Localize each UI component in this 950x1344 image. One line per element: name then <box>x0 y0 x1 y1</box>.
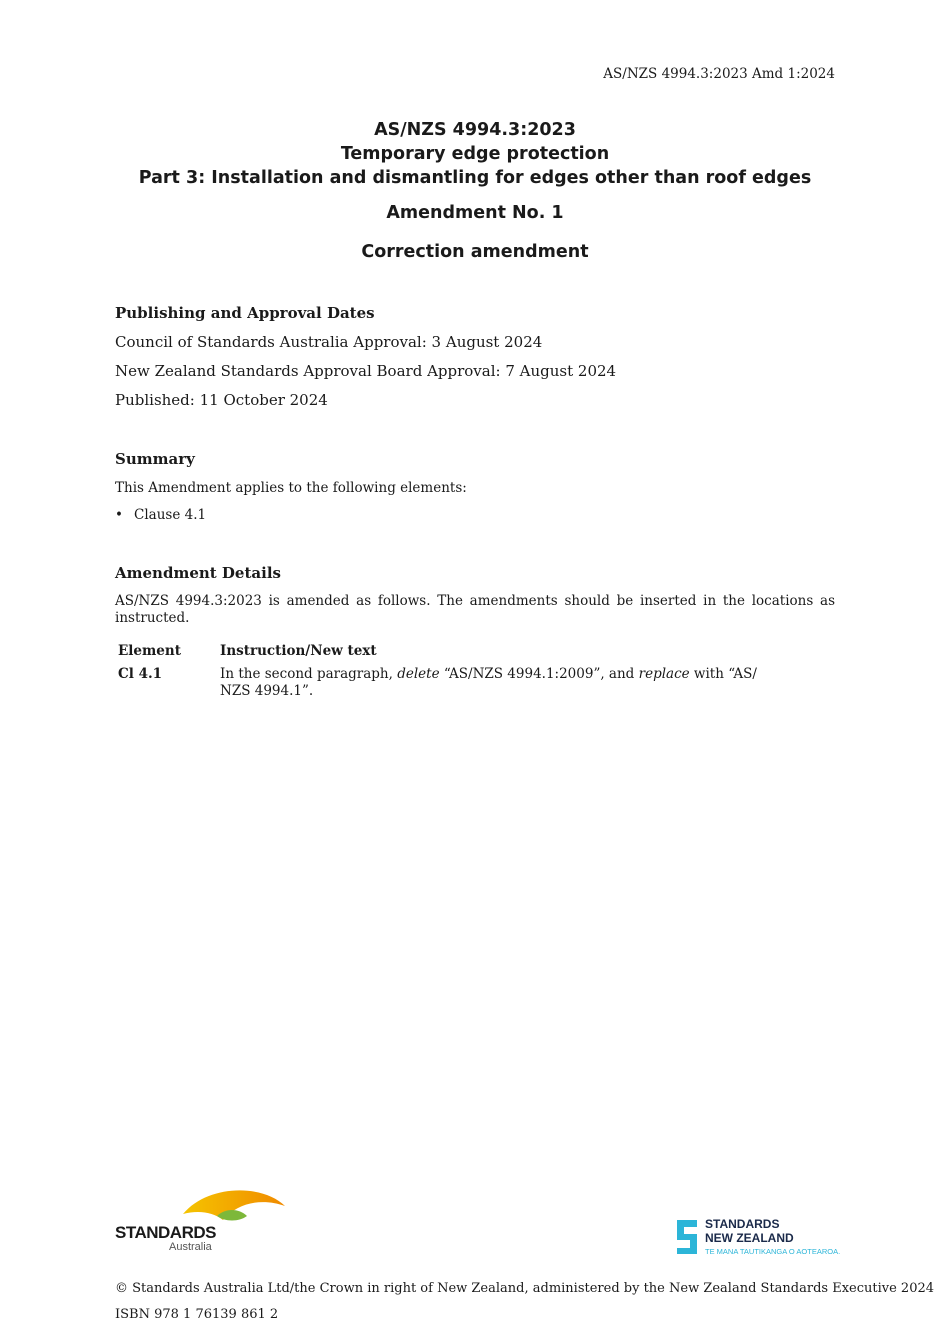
title-block <box>0 118 950 190</box>
published-date: Published: 11 October 2024 <box>115 391 328 409</box>
instruction-mid: “AS/NZS 4994.1:2009”, and <box>439 666 639 682</box>
standards-australia-logo <box>113 1186 293 1256</box>
nz-approval-date: New Zealand Standards Approval Board Approval: 7 August 2024 <box>115 362 617 380</box>
row-instruction <box>220 666 760 700</box>
standards-new-zealand-logo <box>675 1216 845 1258</box>
document-reference: AS/NZS 4994.3:2023 Amd 1:2024 <box>603 66 835 82</box>
snz-word-standards: STANDARDS <box>705 1217 780 1231</box>
copyright-notice: © Standards Australia Ltd/the Crown in right of New Zealand, administered by the New Zealand Standards Executive 2024 <box>115 1281 935 1296</box>
publishing-heading: Publishing and Approval Dates <box>115 304 375 322</box>
snz-word-new-zealand: NEW ZEALAND <box>705 1231 794 1245</box>
table-row <box>115 666 835 700</box>
summary-intro: This Amendment applies to the following elements: <box>115 480 467 496</box>
standard-title: Temporary edge protection <box>340 144 610 164</box>
column-header-instruction: Instruction/New text <box>220 643 377 659</box>
instruction-pre: In the second paragraph, <box>220 666 398 682</box>
bullet-icon: • <box>115 507 123 523</box>
instruction-delete: delete <box>397 666 440 682</box>
list-item-text: Clause 4.1 <box>134 507 207 523</box>
amendment-table <box>115 643 835 700</box>
instruction-replace: replace <box>638 666 690 682</box>
summary-heading: Summary <box>115 450 195 468</box>
standard-number: AS/NZS 4994.3:2023 <box>374 120 576 140</box>
details-body: AS/NZS 4994.3:2023 is amended as follows. The amendments should be inserted in the locations as instructed. <box>115 593 835 626</box>
isbn: ISBN 978 1 76139 861 2 <box>115 1307 279 1322</box>
list-item <box>115 507 206 523</box>
sa-word-australia: Australia <box>169 1241 212 1253</box>
amendment-type: Correction amendment <box>361 242 589 262</box>
snz-tagline: TE MANA TAUTIKANGA O AOTEAROA. <box>705 1247 841 1256</box>
instruction-post: with “AS/ NZS 4994.1”. <box>220 666 757 699</box>
amendment-number: Amendment No. 1 <box>386 203 564 223</box>
column-header-element: Element <box>118 643 181 659</box>
row-element: Cl 4.1 <box>118 666 163 682</box>
sa-approval-date: Council of Standards Australia Approval: 3 August 2024 <box>115 333 543 351</box>
standard-part-title: Part 3: Installation and dismantling for edges other than roof edges <box>138 168 812 188</box>
table-header-row <box>115 643 835 660</box>
sa-word-standards: STANDARDS <box>115 1223 216 1242</box>
details-heading: Amendment Details <box>115 564 281 582</box>
